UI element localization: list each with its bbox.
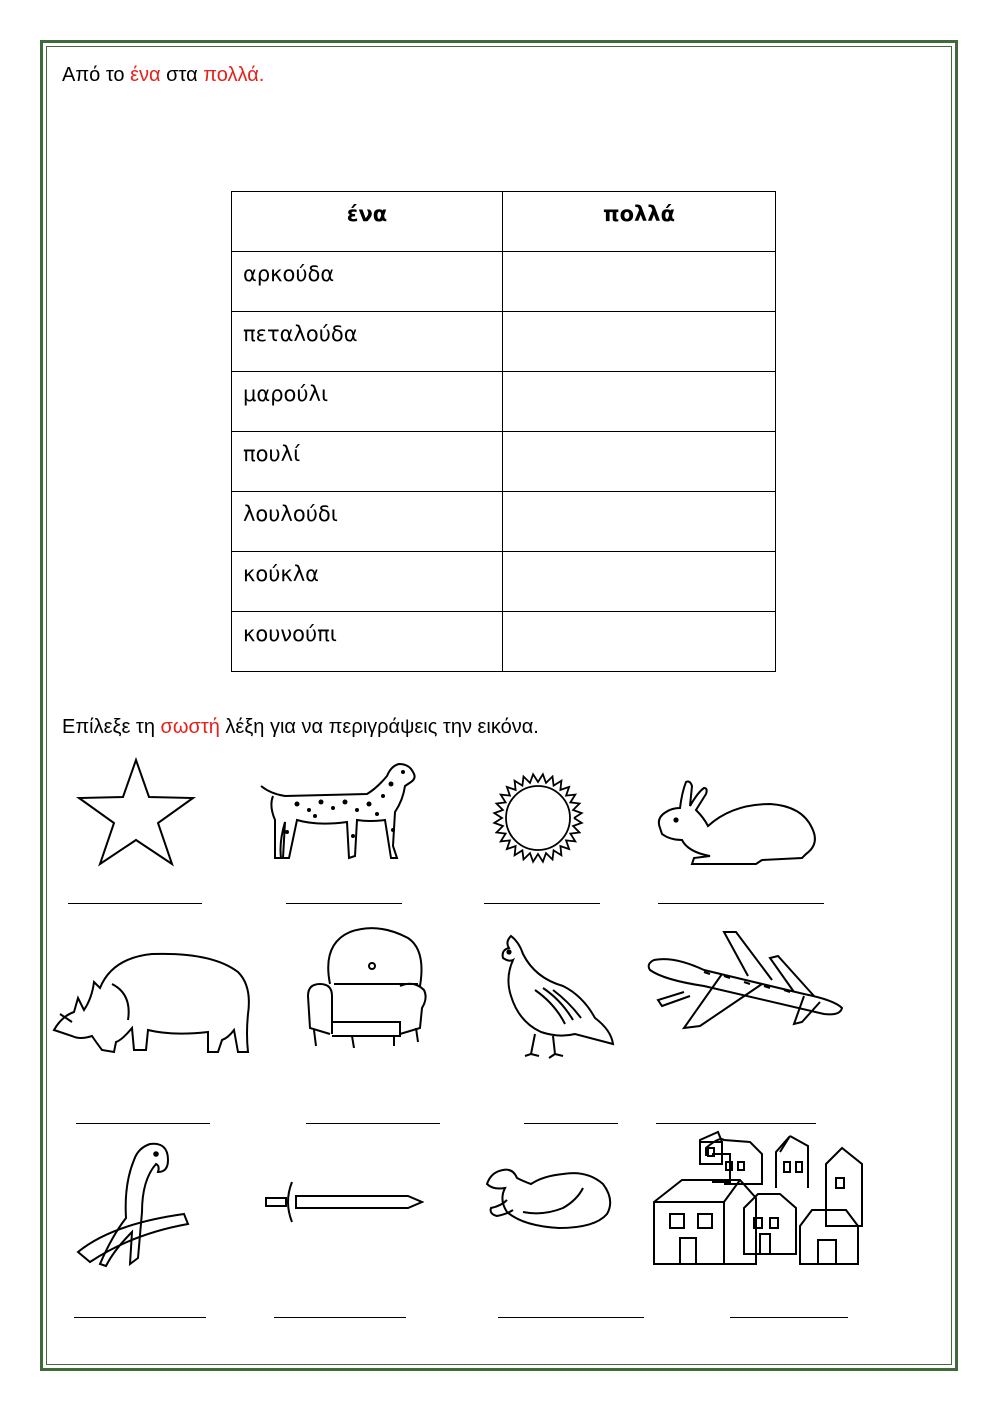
answer-line[interactable] — [76, 1123, 210, 1124]
answer-line[interactable] — [306, 1123, 440, 1124]
plural-answer-cell[interactable] — [503, 432, 776, 492]
instruction-choose: Επίλεξε τη σωστή λέξη για να περιγράψεις την εικόνα. — [62, 716, 539, 738]
answer-line[interactable] — [730, 1317, 848, 1318]
sword-icon — [262, 1180, 424, 1224]
singular-word: πεταλούδα — [232, 312, 503, 372]
houses-icon — [650, 1130, 868, 1266]
plural-answer-cell[interactable] — [503, 312, 776, 372]
table-row — [232, 372, 776, 432]
singular-plural-table — [231, 191, 776, 672]
table-row — [232, 432, 776, 492]
rhinoceros-icon — [52, 944, 254, 1059]
answer-line[interactable] — [524, 1123, 618, 1124]
airplane-icon — [644, 930, 846, 1030]
plural-answer-cell[interactable] — [503, 552, 776, 612]
plural-answer-cell[interactable] — [503, 612, 776, 672]
singular-word: λουλούδι — [232, 492, 503, 552]
header-singular: ένα — [232, 192, 503, 252]
answer-line[interactable] — [498, 1317, 644, 1318]
answer-line[interactable] — [484, 903, 600, 904]
armchair-icon — [300, 924, 432, 1048]
star-icon — [75, 757, 197, 867]
dalmatian-icon — [257, 760, 419, 865]
rabbit-icon — [652, 778, 822, 868]
singular-word: αρκούδα — [232, 252, 503, 312]
answer-line[interactable] — [74, 1317, 206, 1318]
singular-word: μαρούλι — [232, 372, 503, 432]
answer-line[interactable] — [274, 1317, 406, 1318]
table-row — [232, 552, 776, 612]
singular-word: κουνούπι — [232, 612, 503, 672]
answer-line[interactable] — [286, 903, 402, 904]
table-row — [232, 252, 776, 312]
roast-chicken-icon — [483, 1164, 615, 1234]
plural-answer-cell[interactable] — [503, 372, 776, 432]
quail-icon — [495, 934, 619, 1060]
answer-line[interactable] — [656, 1123, 816, 1124]
header-plural: πολλά — [503, 192, 776, 252]
sun-icon — [492, 772, 584, 864]
instruction-title: Από το ένα στα πολλά. — [62, 64, 265, 86]
table-row — [232, 492, 776, 552]
answer-line[interactable] — [68, 903, 202, 904]
table-row — [232, 612, 776, 672]
table-row — [232, 312, 776, 372]
singular-word: πουλί — [232, 432, 503, 492]
answer-line[interactable] — [658, 903, 824, 904]
plural-answer-cell[interactable] — [503, 492, 776, 552]
singular-word: κούκλα — [232, 552, 503, 612]
plural-answer-cell[interactable] — [503, 252, 776, 312]
parrot-icon — [72, 1140, 192, 1268]
